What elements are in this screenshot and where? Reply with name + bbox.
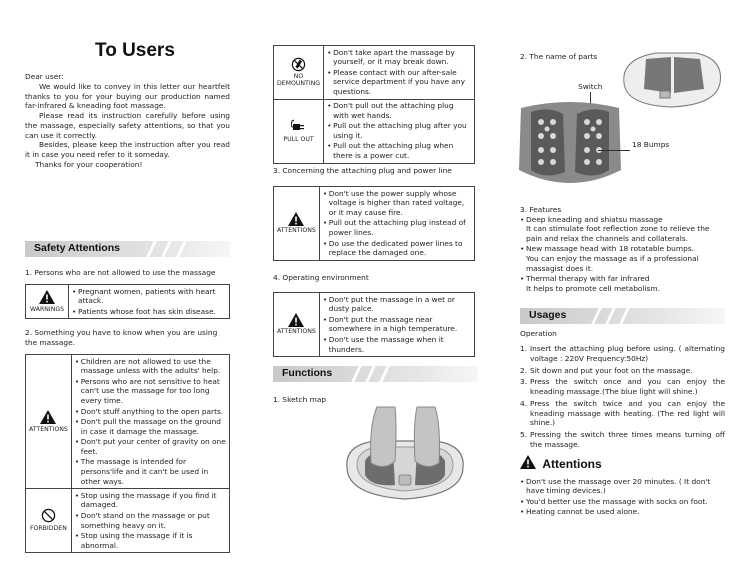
list-item: • Don't use the massage over 20 minutes. ( It don't have timing devices.)	[520, 477, 725, 497]
plug-icon	[291, 118, 307, 134]
foot-massager-sketch	[335, 405, 475, 505]
letter	[25, 72, 230, 170]
sketch-map-heading: 1. Sketch map	[273, 395, 327, 404]
letter-greeting: Dear user:	[25, 72, 64, 81]
warnings-cell	[26, 285, 69, 319]
plug-attentions-table	[273, 186, 475, 261]
attentions-label: ATTENTIONS	[277, 227, 316, 235]
warning-icon	[40, 410, 56, 424]
item-2-heading: 2. Something you have to know when you are using the massage.	[25, 328, 218, 347]
list-item: • Don't put your center of gravity on one feet.	[75, 437, 226, 457]
warning-icon	[288, 212, 304, 226]
operation-steps	[520, 344, 725, 452]
list-item: • Stop using the massage if it is abnormal.	[75, 531, 226, 551]
bumps-callout-line	[598, 150, 630, 151]
forbidden-label: FORBIDDEN	[29, 525, 67, 533]
attentions-forbidden-table	[25, 354, 230, 553]
list-item: • Pull out the attaching plug after you using it.	[327, 121, 471, 141]
item-4-heading: 4. Operating environment	[273, 273, 369, 282]
switch-callout-label: Switch	[578, 82, 603, 91]
bumps-callout-label: 18 Bumps	[632, 140, 670, 149]
list-item: • Don't use the massage when it thunders.	[323, 335, 471, 355]
environment-attentions-table	[273, 292, 475, 357]
usage-attentions-list	[520, 476, 725, 517]
list-item: • Don't take apart the massage by yourself, or it may break down.	[327, 48, 471, 68]
demount-pullout-table	[273, 45, 475, 164]
massager-top-view	[616, 45, 726, 110]
letter-thanks: Thanks for your cooperation!	[35, 159, 143, 169]
warnings-label: WARNINGS	[29, 305, 65, 313]
no-demounting-cell	[274, 46, 324, 100]
warning-icon	[520, 455, 536, 469]
warning-icon	[39, 290, 55, 304]
pull-out-label: PULL OUT	[283, 136, 314, 144]
prohibited-icon	[41, 508, 56, 523]
list-item: • Deep kneading and shiatsu massage It can stimulate foot reflection zone to relieve the pain and relax the channels and collaterals.	[520, 215, 725, 244]
list-item: 4. Press the switch twice and you can enjoy the kneading massage with heating. (The red light will shine.)	[520, 398, 725, 428]
list-item: • Pull out the attaching plug instead of power lines.	[323, 218, 471, 238]
parts-heading: 2. The name of parts	[520, 52, 598, 61]
list-item: • Don't use the power supply whose voltage is higher than rated voltage, or it may cause fire.	[323, 189, 471, 218]
list-item: • New massage head with 18 rotatable bumps. You can enjoy the massage as if a professional massagist does it.	[520, 244, 725, 273]
list-item: • Don't put the massage near somewhere in a high temperature.	[323, 315, 471, 335]
list-item: 5. Pressing the switch three times means turning off the massage.	[520, 430, 725, 449]
list-item: • Persons who are not sensitive to heat can't use the massage for too long every time.	[75, 377, 226, 406]
list-item: • Pull out the attaching plug when there is a power cut.	[327, 141, 471, 161]
warnings-table	[25, 284, 230, 319]
list-item: • Don't pull the massage on the ground in case it damage the massage.	[75, 417, 226, 437]
list-item: • You'd better use the massage with socks on foot.	[520, 497, 725, 507]
list-item: • Don't stuff anything to the open parts.	[75, 407, 226, 417]
no-screwdriver-icon	[291, 57, 306, 72]
list-item: • Don't stand on the massage or put something heavy on it.	[75, 511, 226, 531]
features-heading: 3. Features	[520, 205, 562, 214]
attentions-label: ATTENTIONS	[29, 425, 68, 433]
list-item: • Heating cannot be used alone.	[520, 507, 725, 517]
letter-paragraph: Besides, please keep the instruction after you read it in case you need refer to it someday.	[25, 140, 230, 160]
list-item: • Please contact with our after-sale service department if you have any questions.	[327, 68, 471, 97]
attentions-cell	[26, 355, 72, 489]
item-1-heading: 1. Persons who are not allowed to use the massage	[25, 268, 216, 277]
features-list	[520, 214, 725, 295]
no-demounting-label: NO DEMOUNTING	[277, 73, 321, 88]
safety-attentions-heading: Safety Attentions	[25, 241, 230, 257]
attentions-label: ATTENTIONS	[277, 328, 316, 336]
functions-heading: Functions	[273, 366, 478, 382]
list-item: • Don't pull out the attaching plug with wet hands.	[327, 101, 471, 121]
letter-paragraph: We would like to convey in this letter our heartfelt thanks to you for your buying our production named far-infrared & kneading foot massage.	[25, 81, 230, 111]
attentions-heading: Attentions	[520, 455, 602, 473]
operation-heading: Operation	[520, 329, 557, 338]
forbidden-cell	[26, 489, 72, 553]
list-item: • Pregnant women, patients with heart attack.	[72, 287, 226, 307]
list-item: • Children are not allowed to use the massage unless with the adults' help.	[75, 357, 226, 377]
list-item: • Patients whose foot has skin disease.	[72, 307, 226, 317]
list-item: 1. Insert the attaching plug before using. ( alternating voltage : 220V Frequency:50Hz)	[520, 344, 725, 363]
bumps-close-up	[515, 100, 625, 198]
list-item: • The massage is intended for persons'life and it can't be used in other ways.	[75, 457, 226, 486]
letter-paragraph: Please read its instruction carefully before using the massage, especially safety attentions, so that you can use it correctly.	[25, 111, 230, 140]
warning-icon	[288, 313, 304, 327]
attentions-cell	[274, 293, 320, 357]
pull-out-cell	[274, 99, 324, 163]
attentions-cell	[274, 187, 320, 261]
list-item: • Stop using the massage if you find it damaged.	[75, 491, 226, 511]
usages-heading: Usages	[520, 308, 725, 324]
list-item: 2. Sit down and put your foot on the massage.	[520, 365, 693, 375]
list-item: • Thermal therapy with far infrared It helps to promote cell metabolism.	[520, 274, 725, 294]
list-item: • Don't put the massage in a wet or dusty palce.	[323, 295, 471, 315]
item-3-heading: 3. Concerning the attaching plug and power line	[273, 166, 452, 175]
list-item: 3. Press the switch once and you can enjoy the kneading massage.(The blue light will shine.)	[520, 377, 725, 397]
list-item: • Do use the dedicated power lines to replace the damaged one.	[323, 239, 471, 259]
page-title: To Users	[95, 40, 175, 61]
